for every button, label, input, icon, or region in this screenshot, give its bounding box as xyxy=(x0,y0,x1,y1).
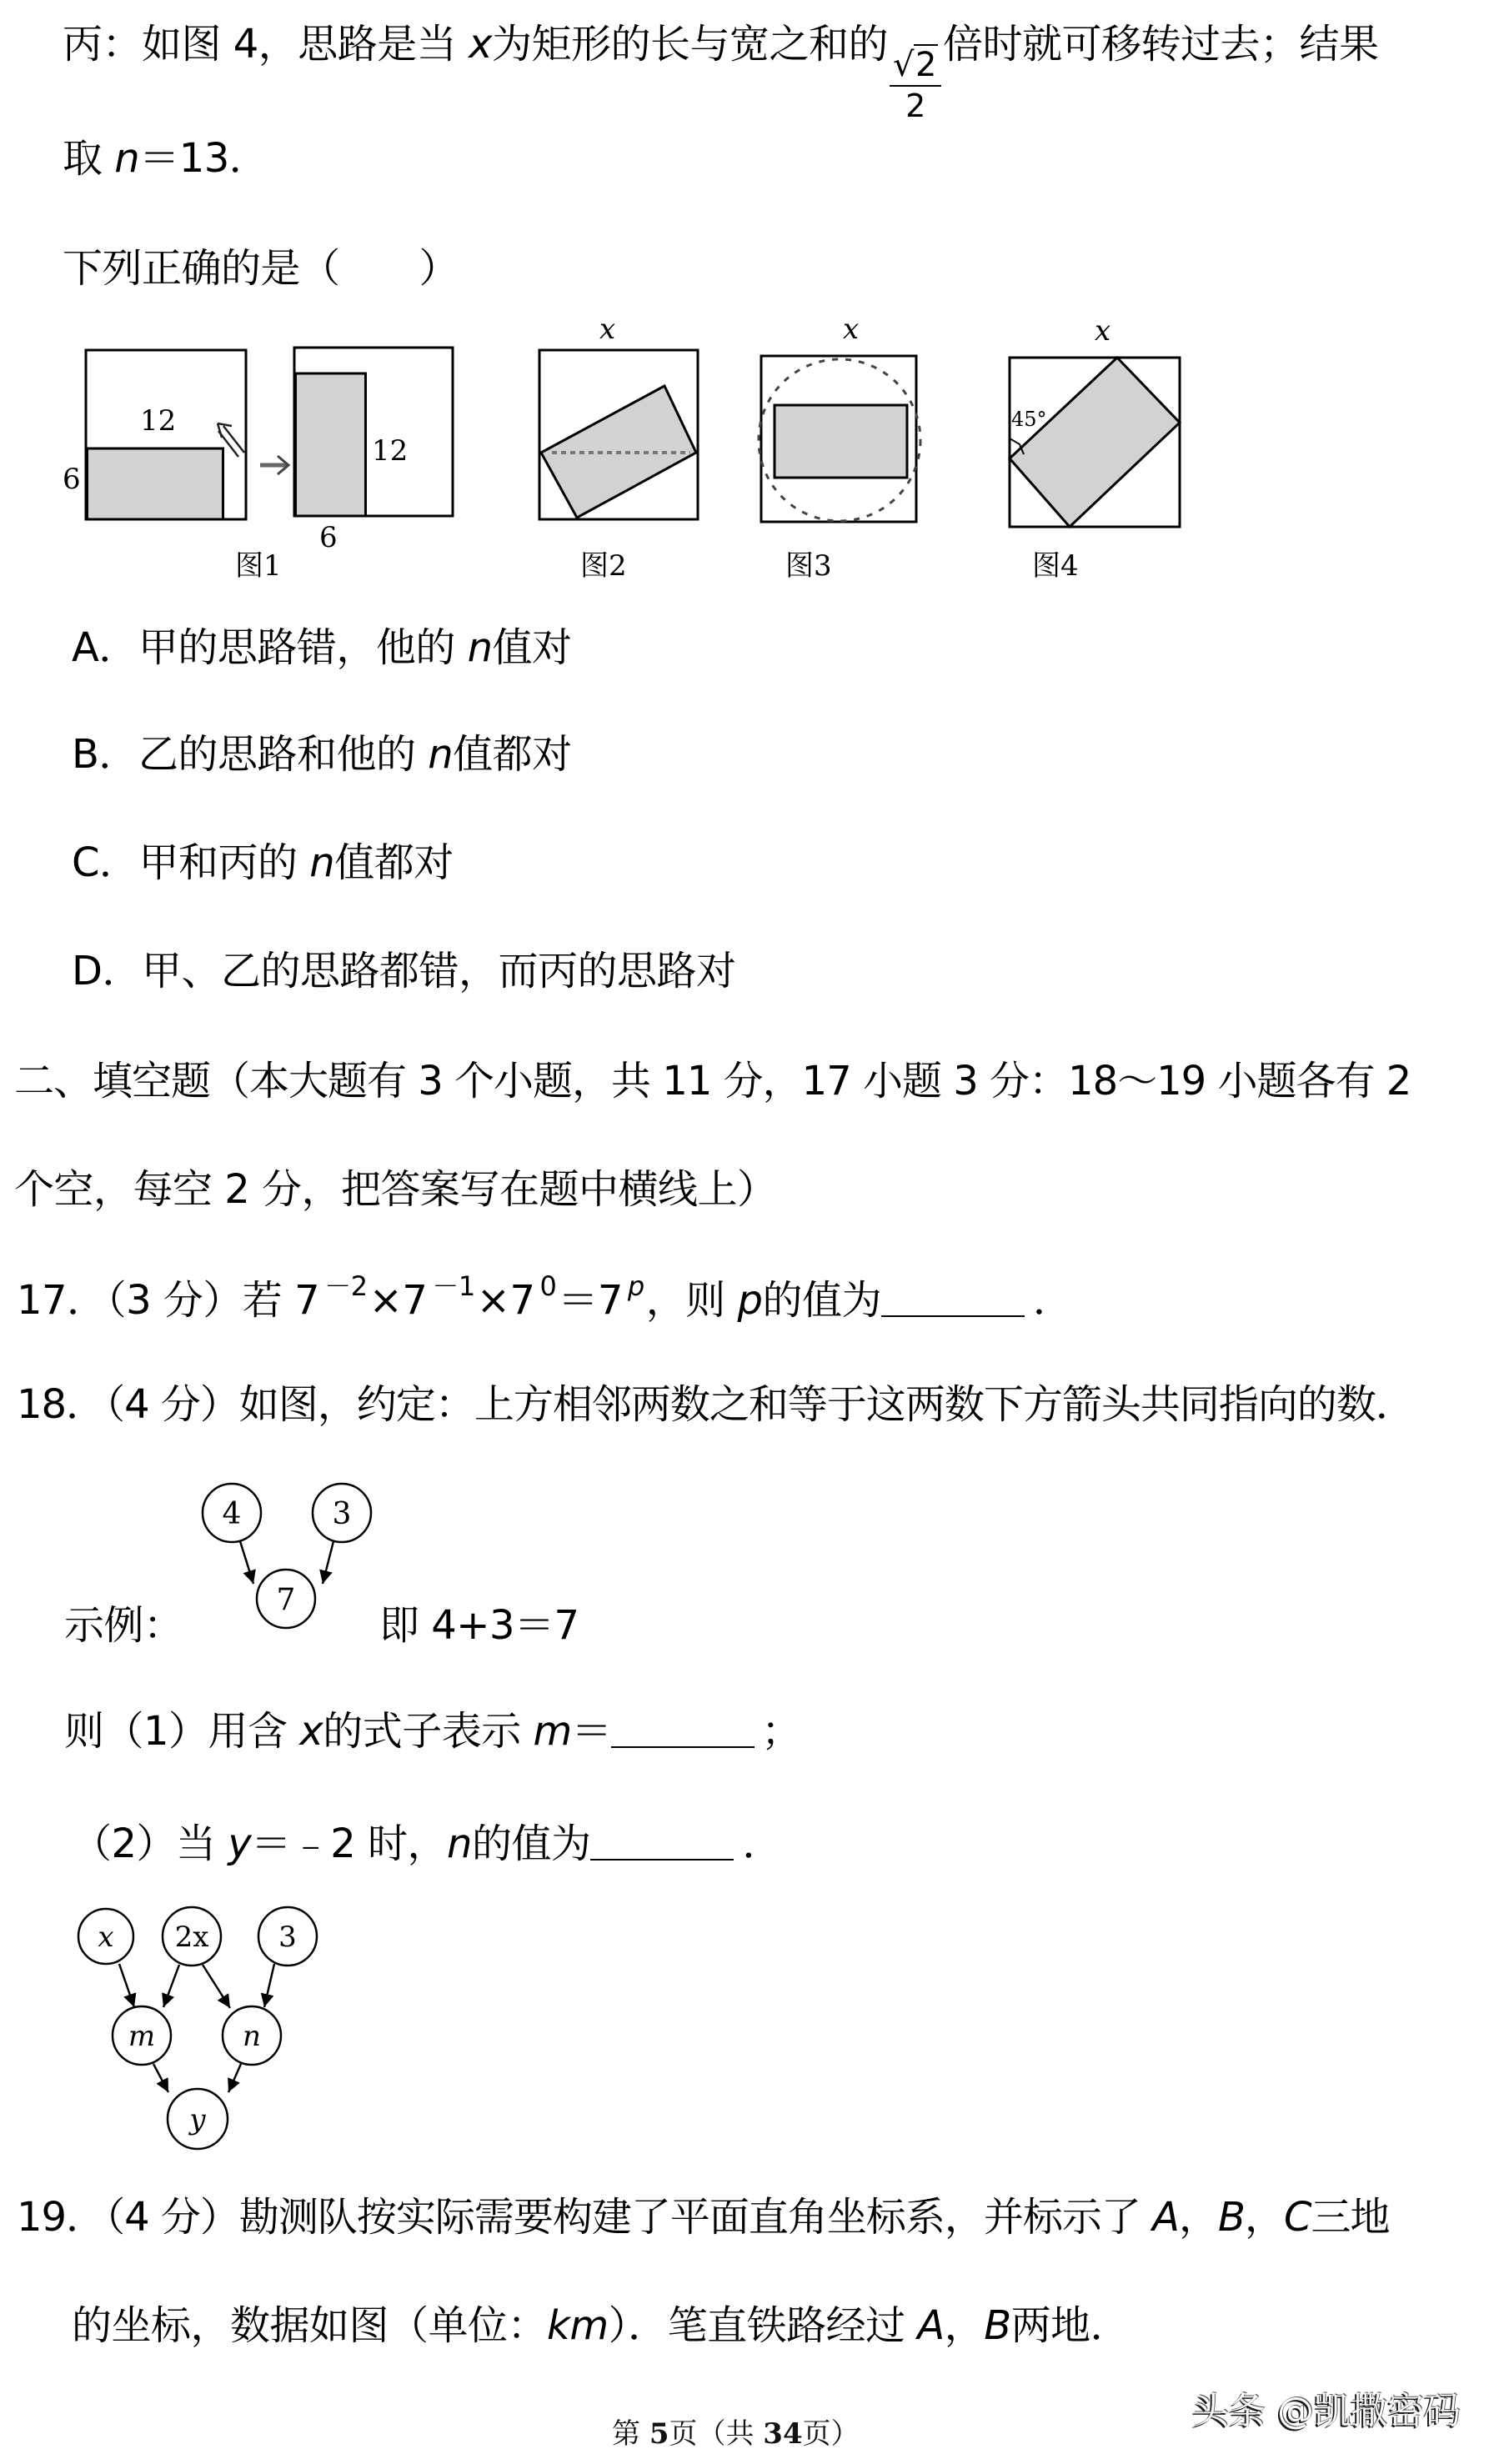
q18-part2-mid: ＝﹣2 时， xyxy=(251,1820,448,1867)
q18-main-diagram xyxy=(0,1892,375,2167)
option-d-letter: D． xyxy=(72,948,142,994)
arrow-3-to-n xyxy=(264,1964,274,2007)
fig3-caption: 图3 xyxy=(785,549,832,583)
q16-figures xyxy=(0,308,1499,592)
option-b-letter: B． xyxy=(72,731,138,778)
q18-part1-mid: 的式子表示 xyxy=(323,1708,534,1755)
node-3-label: 3 xyxy=(278,1921,297,1954)
fig3-rectangle xyxy=(775,405,907,478)
q18-part1-before: 则（1）用含 xyxy=(64,1708,300,1755)
q16-line2-suffix: ＝13． xyxy=(139,135,269,182)
q19-line2-mid: ）．笔直铁路经过 xyxy=(608,2302,918,2349)
node-m-label: m xyxy=(128,2020,156,2053)
fig1-left-width-label: 6 xyxy=(63,463,81,496)
q18-part2 xyxy=(72,1819,782,1869)
q17-exponent-p: p xyxy=(627,1270,644,1302)
option-c-text-end: 值都对 xyxy=(334,839,454,886)
q18-number: 18． xyxy=(17,1381,106,1428)
fig4-angle-label: 45° xyxy=(1011,408,1047,431)
q16-line-result xyxy=(63,133,268,183)
option-b-text-end: 值都对 xyxy=(453,731,572,778)
footer-prefix: 第 xyxy=(612,2417,649,2451)
example-arrow-right xyxy=(323,1541,333,1584)
question-17 xyxy=(17,1270,1073,1325)
fraction-sqrt2-over-2 xyxy=(890,48,941,122)
var-x: x xyxy=(469,21,492,68)
q17-points: （3 分） xyxy=(106,1277,243,1324)
q16-line1-suffix: 倍时就可移转过去；结果 xyxy=(942,21,1379,68)
node-x-label: x xyxy=(98,1921,114,1954)
q18-example-equation: 即 4+3＝7 xyxy=(379,1602,579,1649)
q17-var-p: p xyxy=(737,1277,763,1324)
arrow-2x-to-m xyxy=(163,1965,179,2007)
option-a-text: 甲的思路错，他的 xyxy=(138,624,468,671)
page-footer xyxy=(612,2414,860,2454)
q18-part1-var-m: m xyxy=(533,1708,572,1755)
right-arrow-icon xyxy=(260,456,288,474)
node-2x-label: 2x xyxy=(174,1921,209,1954)
q17-exponent-1: －2 xyxy=(324,1270,368,1302)
q18-part2-ask: 的值为 xyxy=(471,1820,591,1867)
q19-unit: km xyxy=(547,2302,609,2349)
option-b-var: n xyxy=(428,731,454,778)
q17-end: ． xyxy=(1032,1277,1073,1324)
option-c-text: 甲和丙的 xyxy=(138,839,310,886)
figure-1 xyxy=(63,348,453,583)
q19-line2-point-a: A xyxy=(917,2302,945,2349)
sqrt-symbol: √ xyxy=(892,46,914,84)
option-b xyxy=(72,729,572,779)
q18-text: 如图，约定：上方相邻两数之和等于这两数下方箭头共同指向的数． xyxy=(238,1381,1415,1428)
q16-prompt: 下列正确的是（ ） xyxy=(63,245,459,292)
option-a-var: n xyxy=(467,624,493,671)
fig1-left-length-label: 12 xyxy=(140,404,177,438)
q18-part2-var-y: y xyxy=(228,1820,252,1867)
q19-number: 19． xyxy=(17,2194,106,2241)
q19-line2-point-b: B xyxy=(984,2302,1011,2349)
option-b-text: 乙的思路和他的 xyxy=(138,731,429,778)
q18-part1-var-x: x xyxy=(299,1708,323,1755)
option-a-letter: A． xyxy=(72,624,138,671)
fig1-caption: 图1 xyxy=(235,549,282,583)
q19-line1-end: 三地 xyxy=(1311,2194,1390,2241)
example-arrow-left xyxy=(240,1541,253,1584)
q17-times-1: × xyxy=(368,1277,403,1324)
q18-part1-end: ； xyxy=(761,1708,801,1755)
fig3-x-label: x xyxy=(843,313,860,346)
q16-line1-mid: 为矩形的长与宽之和的 xyxy=(491,21,888,68)
q18-points: （4 分） xyxy=(105,1381,239,1428)
fig1-right-width-label: 6 xyxy=(319,521,338,554)
question-19-line1 xyxy=(17,2192,1390,2242)
fraction-numerator xyxy=(890,48,941,87)
q19-line2-sep: ， xyxy=(944,2302,985,2349)
q18-part1-answer-blank xyxy=(611,1713,755,1748)
fig1-left-rectangle xyxy=(88,448,223,519)
example-node-4-label: 4 xyxy=(222,1497,242,1531)
arrow-x-to-m xyxy=(119,1964,134,2007)
fraction-denominator: 2 xyxy=(905,88,925,124)
example-node-3-label: 3 xyxy=(332,1497,352,1531)
q18-part1 xyxy=(64,1706,801,1756)
footer-middle: 页（共 xyxy=(669,2417,764,2451)
option-c xyxy=(72,838,454,888)
arrow-2x-to-n xyxy=(203,1965,230,2008)
q17-number: 17． xyxy=(17,1277,107,1324)
q18-part2-answer-blank xyxy=(590,1825,734,1861)
q17-exponent-2: －1 xyxy=(432,1270,475,1302)
q19-point-b: B xyxy=(1218,2194,1245,2241)
question-18 xyxy=(17,1380,1415,1430)
example-node-7-label: 7 xyxy=(276,1583,296,1617)
option-a xyxy=(72,623,572,673)
q19-points: （4 分） xyxy=(105,2194,239,2241)
q19-line1-text: 勘测队按实际需要构建了平面直角坐标系，并标示了 xyxy=(238,2194,1153,2241)
q17-base-1: 7 xyxy=(294,1277,320,1324)
arrow-n-to-y xyxy=(228,2064,241,2092)
radicand: 2 xyxy=(915,46,936,84)
q18-part2-end: ． xyxy=(742,1820,782,1867)
q17-then: ，则 xyxy=(645,1277,738,1324)
fig1-right-length-label: 12 xyxy=(372,434,409,468)
fig4-caption: 图4 xyxy=(1032,549,1079,583)
fig4-x-label: x xyxy=(1095,314,1111,348)
q18-part2-before: （2）当 xyxy=(72,1820,228,1867)
figure-3 xyxy=(759,313,920,583)
q19-point-c: C xyxy=(1283,2194,1311,2241)
q19-line2-text: 的坐标，数据如图（单位： xyxy=(72,2302,548,2349)
arrow-m-to-y xyxy=(153,2064,168,2092)
q17-equals: ＝ xyxy=(558,1277,598,1324)
q16-line2-prefix: 取 xyxy=(63,135,115,182)
node-n-label: n xyxy=(243,2020,261,2053)
footer-total-pages: 34 xyxy=(763,2417,803,2451)
footer-page-number: 5 xyxy=(649,2417,669,2451)
q16-line-bing xyxy=(63,19,1379,124)
watermark: 头条 @凯撒密码 xyxy=(1192,2390,1461,2432)
q18-part1-equals: ＝ xyxy=(571,1708,612,1755)
fig2-x-label: x xyxy=(599,313,616,346)
section2-heading-line1: 二、填空题（本大题有 3 个小题，共 11 分，17 小题 3 分：18～19 小题各有 2 xyxy=(14,1058,1411,1104)
section2-heading-line2: 个空，每空 2 分，把答案写在题中横线上） xyxy=(14,1166,777,1213)
footer-suffix: 页） xyxy=(802,2417,860,2451)
q18-part2-var-n: n xyxy=(447,1820,472,1867)
fig2-caption: 图2 xyxy=(580,549,627,583)
q19-sep-2: ， xyxy=(1244,2194,1284,2241)
q17-base-3: 7 xyxy=(509,1277,535,1324)
option-d-text: 甲、乙的思路都错，而丙的思路对 xyxy=(141,948,736,994)
q17-base-4: 7 xyxy=(597,1277,623,1324)
q19-sep-1: ， xyxy=(1179,2194,1219,2241)
node-y-label: y xyxy=(189,2103,206,2136)
q16-line1-prefix: 丙：如图 4，思路是当 xyxy=(63,21,469,68)
q17-exponent-3: 0 xyxy=(539,1270,557,1302)
question-19-line2 xyxy=(72,2301,1130,2351)
option-c-letter: C． xyxy=(72,839,139,886)
q18-example-label: 示例： xyxy=(64,1602,183,1649)
var-n: n xyxy=(114,135,140,182)
q19-line2-end: 两地． xyxy=(1010,2302,1131,2349)
option-d xyxy=(72,946,735,996)
q17-answer-blank xyxy=(881,1282,1025,1317)
q17-base-2: 7 xyxy=(402,1277,428,1324)
q17-lead: 若 xyxy=(242,1277,295,1324)
option-c-var: n xyxy=(309,839,335,886)
option-a-text-end: 值对 xyxy=(492,624,572,671)
fig1-right-rectangle xyxy=(296,373,366,516)
figure-4 xyxy=(1010,314,1180,583)
figure-2 xyxy=(539,313,698,583)
q19-point-a: A xyxy=(1152,2194,1180,2241)
q17-times-2: × xyxy=(476,1277,510,1324)
q17-ask: 的值为 xyxy=(762,1277,881,1324)
